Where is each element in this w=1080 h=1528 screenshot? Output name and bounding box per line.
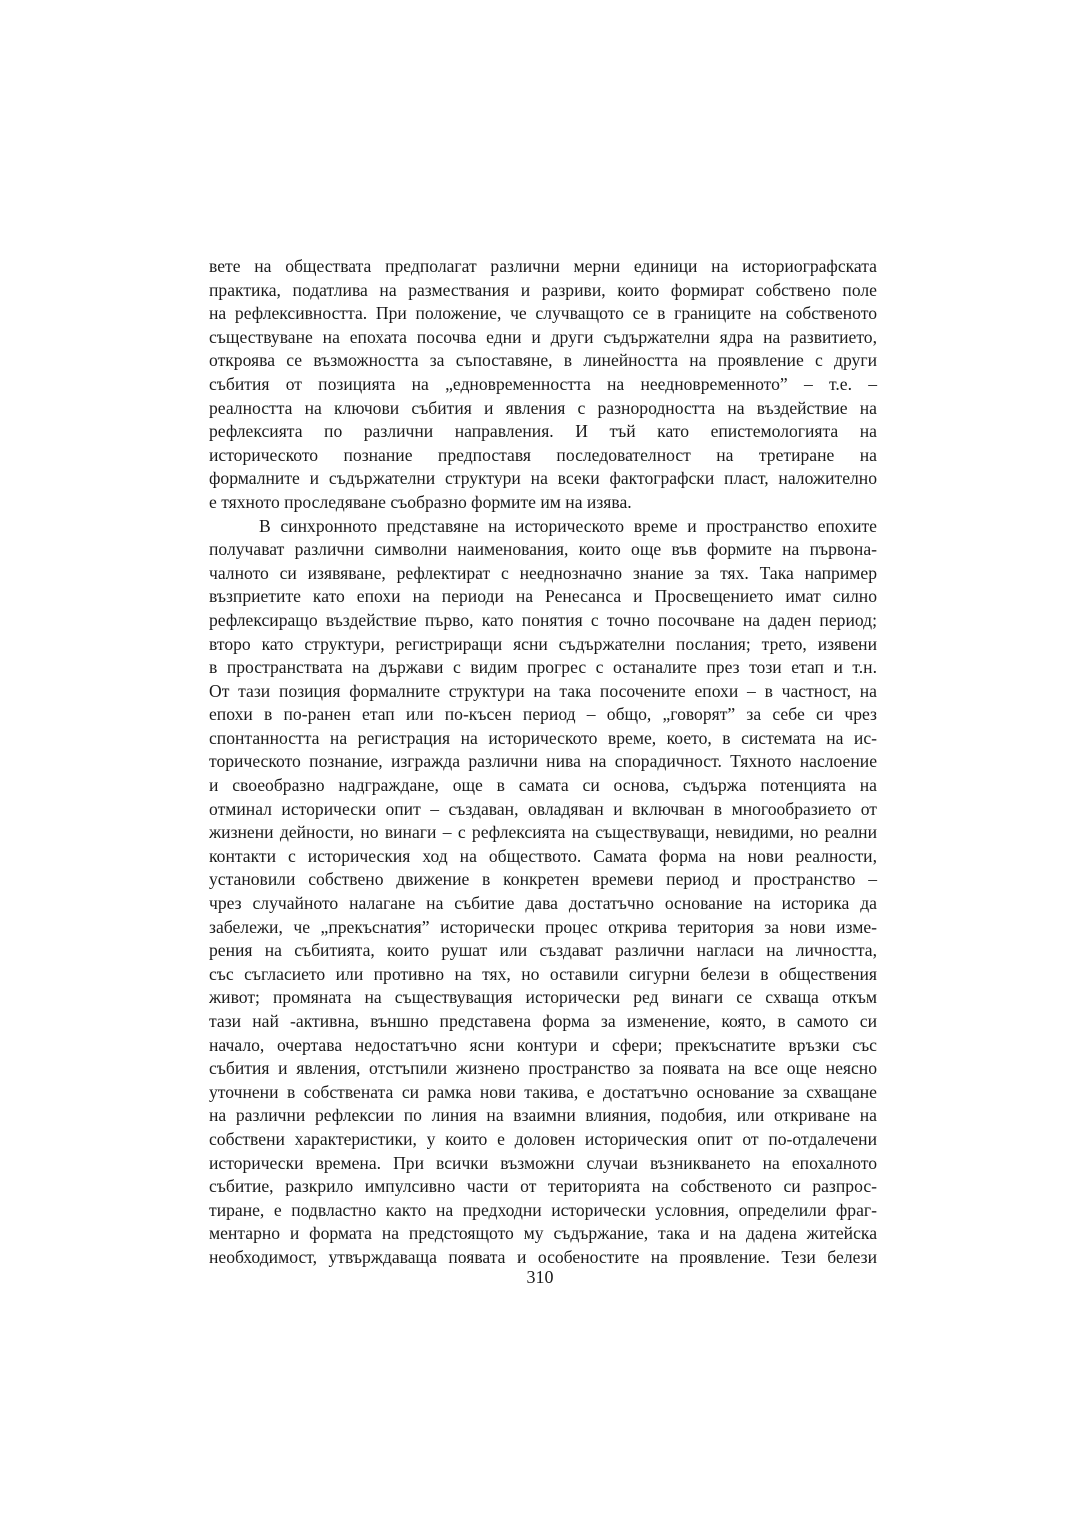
text-line: уточнени в собствената си рамка нови такива, е достатъчно основание за схващане: [209, 1081, 877, 1102]
text-line: в пространствата на държави с видим прогрес с останалите през този етап и т.н.: [209, 657, 877, 678]
text-line: събития от позицията на „едновременността на неедновременното” – т.е. –: [209, 373, 877, 394]
text-line: на рефлексивността. При положение, че случващото се в границите на собственото: [209, 303, 877, 324]
text-line: торическото познание, изгражда различни нива на спорадичност. Тяхното наслоение: [209, 751, 877, 772]
text-line: собствени характеристики, у които е доловен историческия опит от по-отдалечени: [209, 1128, 877, 1149]
text-line: възприетите като епохи на периоди на Ренесанса и Просвещението имат силно: [209, 586, 877, 607]
text-line: рефлексията по различни направления. И тъй като епистемологията на: [209, 421, 877, 442]
text-line: установили собствено движение в конкретен времеви период и пространство –: [209, 869, 877, 890]
text-line: В синхронното представяне на историческото време и пространство епохите: [259, 515, 877, 536]
text-line: необходимост, утвърждаваща появата и особеностите на проявление. Тези белези: [209, 1246, 877, 1267]
text-line: чрез случайното налагане на събитие дава достатъчно основание на историка да: [209, 893, 877, 914]
text-line: събитие, разкрило импулсивно части от територията на собственото си разпрос-: [209, 1176, 877, 1197]
text-line: отминал исторически опит – създаван, овладяван и включван в многообразието от: [209, 798, 877, 819]
text-line: получават различни символни наименования, които още във формите на първона-: [209, 539, 877, 560]
text-line: на различни рефлексии по линия на взаимни влияния, подобия, или откриване на: [209, 1105, 877, 1126]
text-line: чалното си изявяване, рефлектират с нееднозначно знание за тях. Така например: [209, 562, 877, 583]
text-line: практика, податлива на размествания и разриви, които формират собствено поле: [209, 279, 877, 300]
text-line: живот; промяната на съществуващия исторически ред винаги се схваща откъм: [209, 987, 877, 1008]
text-line: и своеобразно надграждане, още в самата си основа, съдържа потенцията на: [209, 775, 877, 796]
text-line: съществуване на епохата посочва едни и други съдържателни ядра на развитието,: [209, 326, 877, 347]
text-line: реалността на ключови събития и явления с разнородността на въздействие на: [209, 397, 877, 418]
text-line: забележи, че „прекъснатия” исторически процес открива територия за нови изме-: [209, 916, 877, 937]
text-line: ментарно и формата на предстоящото му съдържание, така и на дадена житейска: [209, 1223, 877, 1244]
text-line: жизнени дейности, но винаги – с рефлексията на съществуващи, невидими, но реални: [209, 822, 877, 843]
page-number: 310: [526, 1267, 554, 1287]
text-line: е тяхното проследяване съобразно формите им на изява.: [209, 491, 632, 512]
text-line: събития и явления, отстъпили жизнено пространство за появата на все още неясно: [209, 1058, 877, 1079]
text-line: рефлексиращо въздействие първо, като понятия с точно посочване на даден период;: [209, 609, 877, 630]
paragraph-2: [209, 515, 877, 1270]
body-text: [209, 255, 877, 1270]
text-line: епохи в по-ранен етап или по-късен период – общо, „говорят” за себе си чрез: [209, 704, 877, 725]
paragraph-1: [209, 255, 877, 515]
text-line: формалните и съдържателни структури на всеки фактографски пласт, наложително: [209, 468, 877, 489]
text-line: тиране, е подвластно както на предходни исторически условния, определили фраг-: [209, 1199, 877, 1220]
text-line: второ като структури, регистриращи ясни съдържателни послания; трето, изявени: [209, 633, 877, 654]
text-line: тази най -активна, външно представена форма за изменение, която, в самото си: [209, 1011, 877, 1031]
text-line: със съгласието или противно на тях, но оставили сигурни белези в обществения: [209, 963, 877, 984]
text-line: откроява се възможността за съпоставяне, в линейността на проявление с други: [209, 350, 877, 371]
text-line: исторически времена. При всички възможни случаи възникването на епохалното: [209, 1152, 877, 1173]
text-line: историческото познание предпоставя последователност на третиране на: [209, 444, 877, 465]
text-line: вете на обществата предполагат различни мерни единици на историографската: [209, 256, 877, 276]
text-line: контакти с историческия ход на обществото. Самата форма на нови реалности,: [209, 845, 877, 866]
text-line: От тази позиция формалните структури на така посочените епохи – в частност, на: [209, 680, 877, 701]
text-line: спонтанността на регистрация на историческото време, което, в системата на ис-: [209, 727, 877, 748]
text-line: начало, очертава недостатъчно ясни контури и сфери; прекъснатите връзки със: [209, 1034, 877, 1055]
text-line: рения на събитията, които рушат или създават различни нагласи на личността,: [209, 940, 877, 961]
